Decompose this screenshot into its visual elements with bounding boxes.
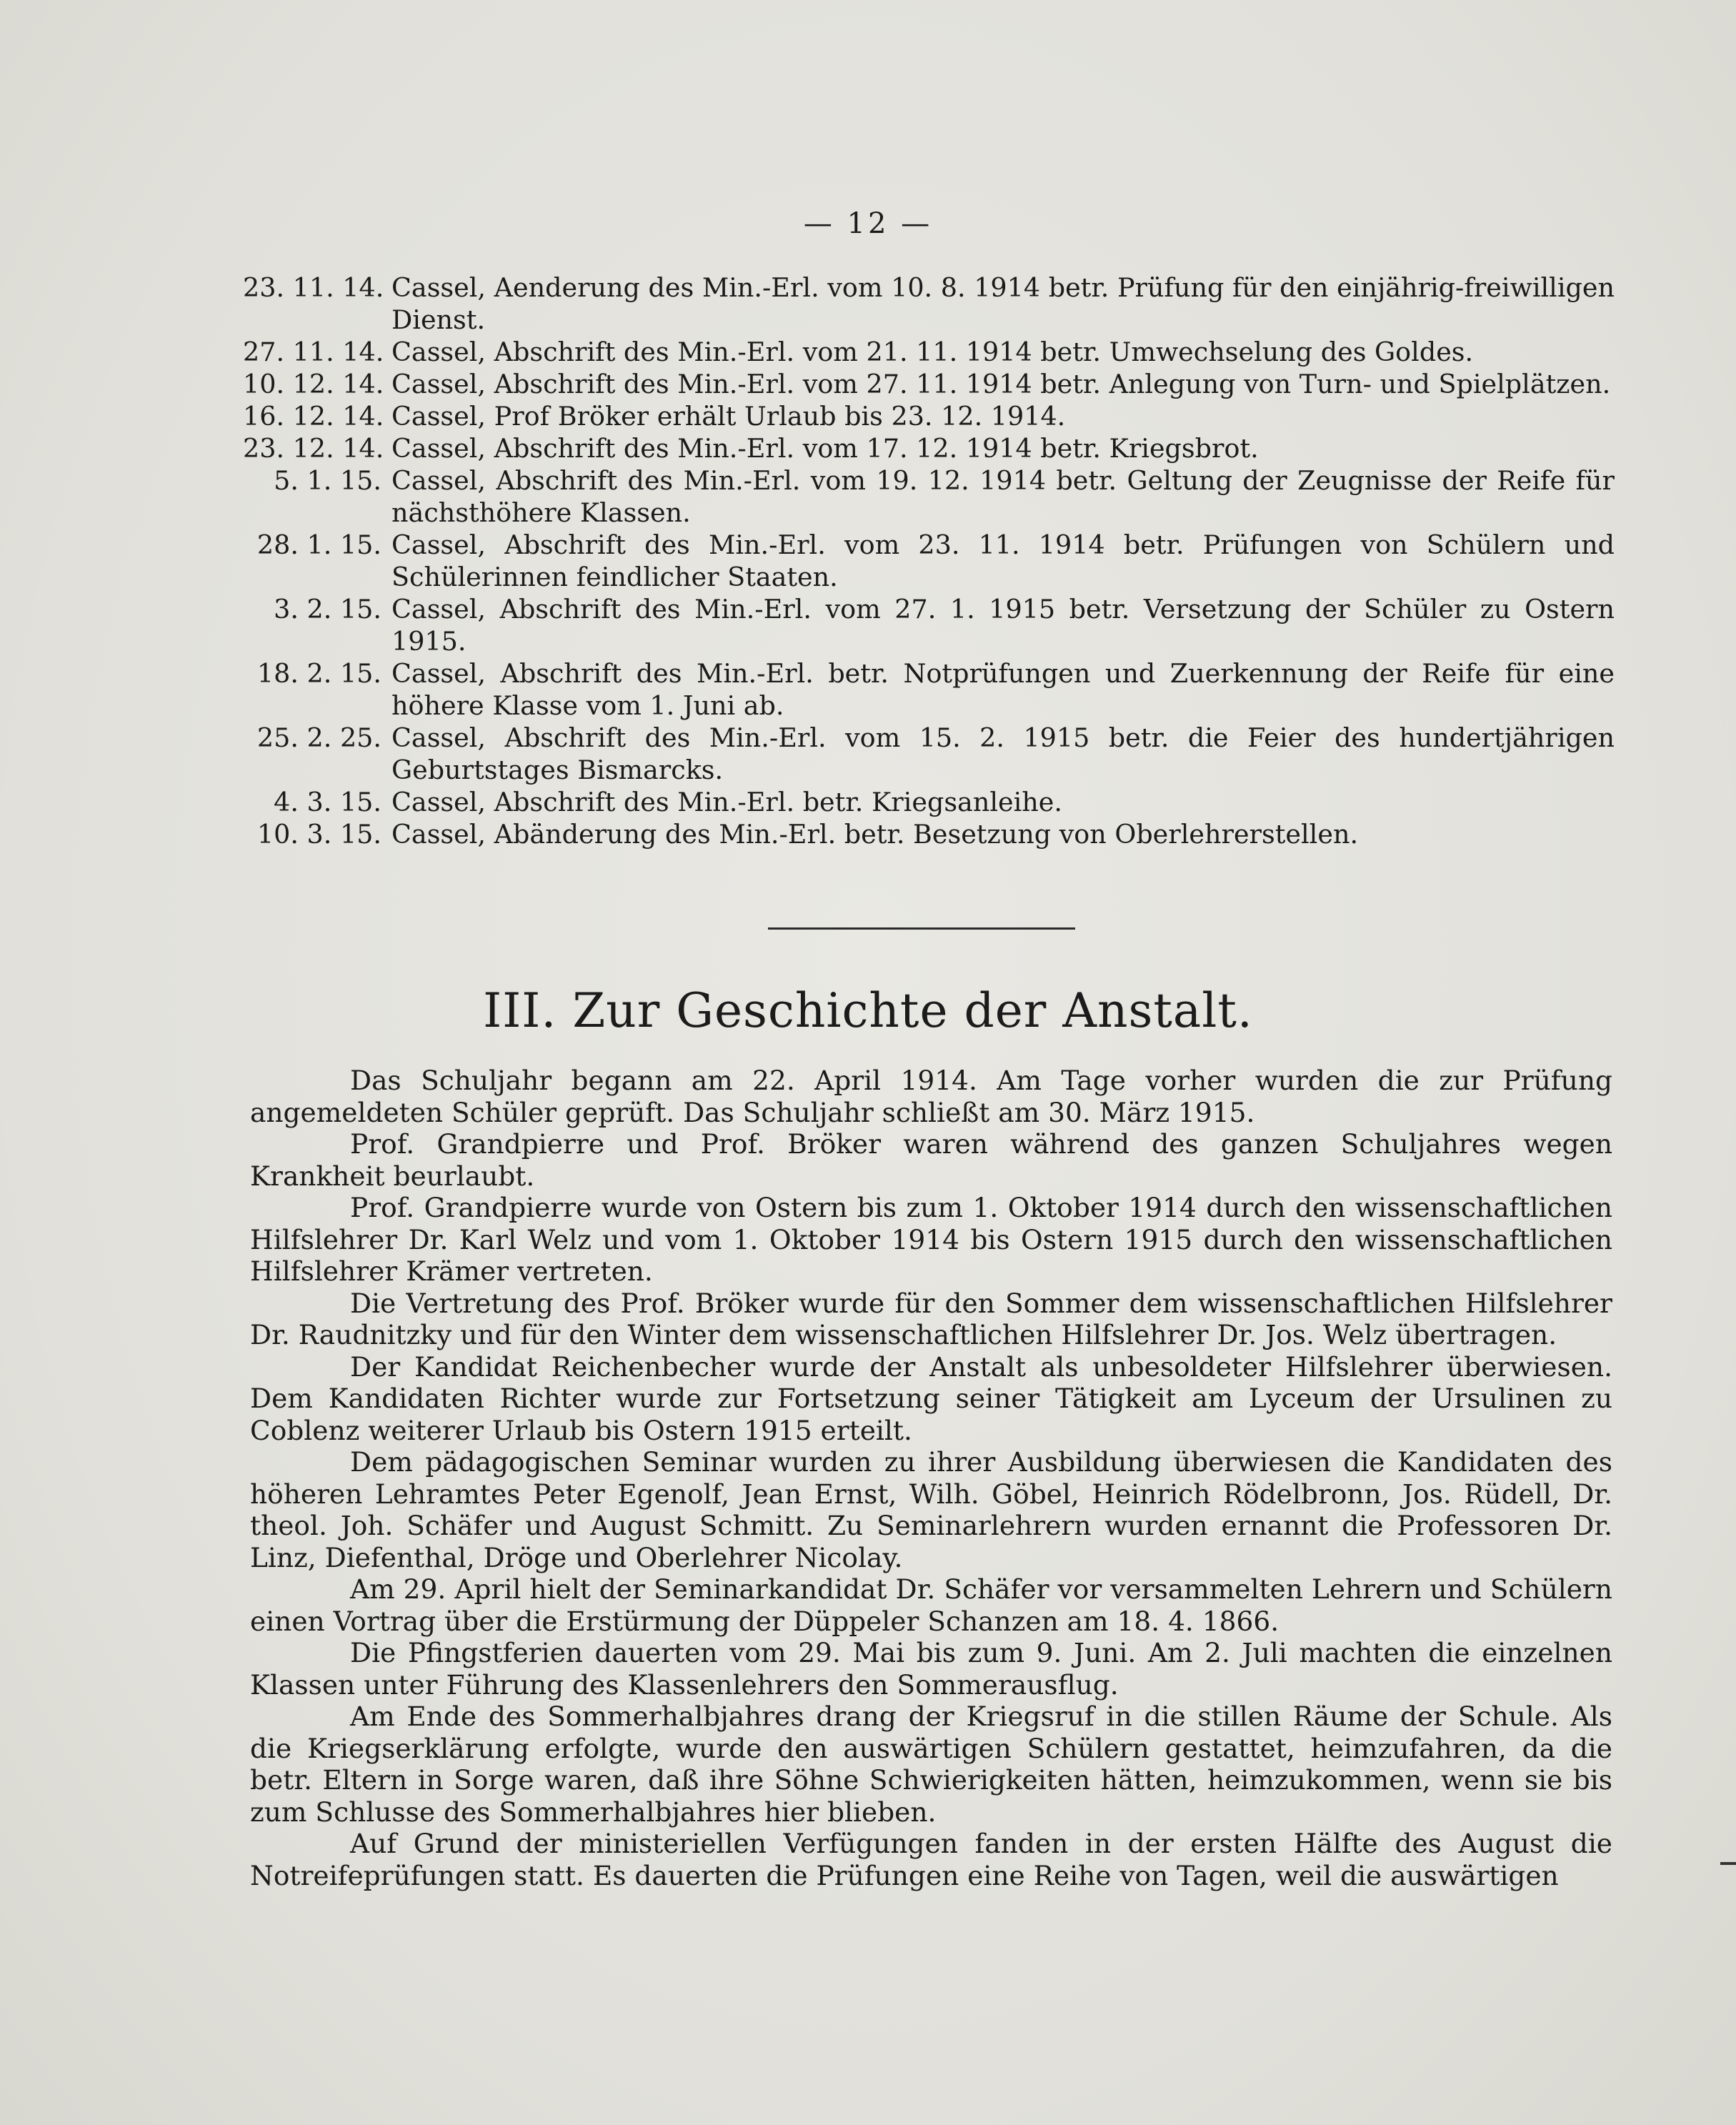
decree-date: 23. 12. 14. [243, 433, 384, 464]
decree-text: Cassel, Abschrift des Min.-Erl. vom 17. 12. 1914 betr. Kriegsbrot. [391, 433, 1259, 464]
decree-entry [243, 722, 1615, 786]
decree-date: 23. 11. 14. [243, 272, 384, 303]
decree-entry [243, 464, 1615, 529]
decree-entry [243, 432, 1615, 464]
body-paragraph: Am Ende des Sommerhalbjahres drang der Kriegsruf in die stillen Räume der Schule. Als die Kriegserklärung erfolgte, wurde den auswärtigen Schülern gestattet, heimzufahren, da die betr. Eltern in Sorge waren, daß ihre Söhne Schwierigkeiten hätten, heimzukommen, wenn sie bis zum Schlusse des Sommerhalbjahres hier blieben. [250, 1701, 1612, 1828]
decree-date: 5. 1. 15. [274, 465, 381, 496]
decree-date: 10. 3. 15. [256, 819, 381, 850]
decree-entry [243, 593, 1615, 657]
body-paragraph: Prof. Grandpierre und Prof. Bröker waren während des ganzen Schuljahres wegen Krankheit beurlaubt. [250, 1128, 1612, 1192]
body-paragraph: Die Pfingstferien dauerten vom 29. Mai bis zum 9. Juni. Am 2. Juli machten die einzelnen Klassen unter Führung des Klassenlehrers den Sommerausflug. [250, 1637, 1612, 1701]
decree-date: 10. 12. 14. [243, 369, 384, 399]
decree-text: Cassel, Aenderung des Min.-Erl. vom 10. 8. 1914 betr. Prüfung für den einjährig-freiwilligen Dienst. [391, 272, 1615, 335]
decree-text: Cassel, Abschrift des Min.-Erl. vom 27. 11. 1914 betr. Anlegung von Turn- und Spielplätzen. [391, 369, 1611, 399]
body-text [250, 1065, 1612, 1891]
section-divider [768, 927, 1075, 930]
decree-text: Cassel, Abschrift des Min.-Erl. vom 27. 1. 1915 betr. Versetzung der Schüler zu Ostern 1915. [391, 594, 1615, 657]
decree-date: 28. 1. 15. [256, 529, 381, 560]
decree-entry [243, 818, 1615, 850]
body-paragraph: Auf Grund der ministeriellen Verfügungen fanden in der ersten Hälfte des August die Notreifeprüfungen statt. Es dauerten die Prüfungen eine Reihe von Tagen, weil die auswärtigen [250, 1828, 1612, 1891]
decree-date: 3. 2. 15. [274, 594, 381, 624]
decree-text: Cassel, Abschrift des Min.-Erl. betr. Notprüfungen und Zuerkennung der Reife für eine höhere Klasse vom 1. Juni ab. [391, 658, 1615, 721]
decree-text: Cassel, Abschrift des Min.-Erl. vom 19. 12. 1914 betr. Geltung der Zeugnisse der Reife für nächsthöhere Klassen. [391, 465, 1615, 528]
decree-entry [243, 272, 1615, 336]
body-paragraph: Am 29. April hielt der Seminarkandidat Dr. Schäfer vor versammelten Lehrern und Schülern einen Vortrag über die Erstürmung der Düppeler Schanzen am 18. 4. 1866. [250, 1573, 1612, 1637]
decree-date: 18. 2. 15. [256, 658, 381, 689]
decree-text: Cassel, Prof Bröker erhält Urlaub bis 23. 12. 1914. [391, 401, 1066, 432]
decree-entry [243, 529, 1615, 593]
section-title: III. Zur Geschichte der Anstalt. [483, 983, 1253, 1038]
decree-text: Cassel, Abschrift des Min.-Erl. vom 15. 2. 1915 betr. die Feier des hundertjährigen Geburtstages Bismarcks. [391, 722, 1615, 785]
body-paragraph: Die Vertretung des Prof. Bröker wurde für den Sommer dem wissenschaftlichen Hilfslehrer Dr. Raudnitzky und für den Winter dem wissenschaftlichen Hilfslehrer Dr. Jos. Welz übertragen. [250, 1287, 1612, 1350]
decree-entry [243, 368, 1615, 400]
body-paragraph: Dem pädagogischen Seminar wurden zu ihrer Ausbildung überwiesen die Kandidaten des höheren Lehramtes Peter Egenolf, Jean Ernst, Wilh. Göbel, Heinrich Rödelbronn, Jos. Rüdell, Dr. theol. Joh. Schäfer und August Schmitt. Zu Seminarlehrern wurden ernannt die Professoren Dr. Linz, Diefenthal, Dröge und Oberlehrer Nicolay. [250, 1446, 1612, 1573]
decree-text: Cassel, Abschrift des Min.-Erl. vom 21. 11. 1914 betr. Umwechselung des Goldes. [391, 337, 1474, 367]
decree-text: Cassel, Abänderung des Min.-Erl. betr. Besetzung von Oberlehrerstellen. [391, 819, 1359, 850]
decree-text: Cassel, Abschrift des Min.-Erl. vom 23. 11. 1914 betr. Prüfungen von Schülern und Schülerinnen feindlicher Staaten. [391, 529, 1615, 592]
decree-date: 4. 3. 15. [274, 787, 381, 817]
decree-entry [243, 400, 1615, 432]
decree-date: 25. 2. 25. [256, 722, 381, 753]
decree-entry [243, 786, 1615, 818]
body-paragraph: Der Kandidat Reichenbecher wurde der Anstalt als unbesoldeter Hilfslehrer überwiesen. Dem Kandidaten Richter wurde zur Fortsetzung seiner Tätigkeit am Lyceum der Ursulinen zu Coblenz weiterer Urlaub bis Ostern 1915 erteilt. [250, 1350, 1612, 1446]
decree-entry [243, 336, 1615, 368]
margin-mark [1720, 1862, 1736, 1865]
page-number: — 12 — [803, 207, 933, 240]
body-paragraph: Prof. Grandpierre wurde von Ostern bis zum 1. Oktober 1914 durch den wissenschaftlichen Hilfslehrer Dr. Karl Welz und vom 1. Oktober 1914 bis Ostern 1915 durch den wissenschaftlichen Hilfslehrer Krämer vertreten. [250, 1192, 1612, 1287]
decree-list [243, 272, 1615, 850]
body-paragraph: Das Schuljahr begann am 22. April 1914. Am Tage vorher wurden die zur Prüfung angemeldeten Schüler geprüft. Das Schuljahr schließt am 30. März 1915. [250, 1065, 1612, 1128]
decree-entry [243, 657, 1615, 722]
decree-date: 27. 11. 14. [243, 337, 384, 367]
decree-text: Cassel, Abschrift des Min.-Erl. betr. Kriegsanleihe. [391, 787, 1062, 817]
decree-date: 16. 12. 14. [243, 401, 384, 432]
